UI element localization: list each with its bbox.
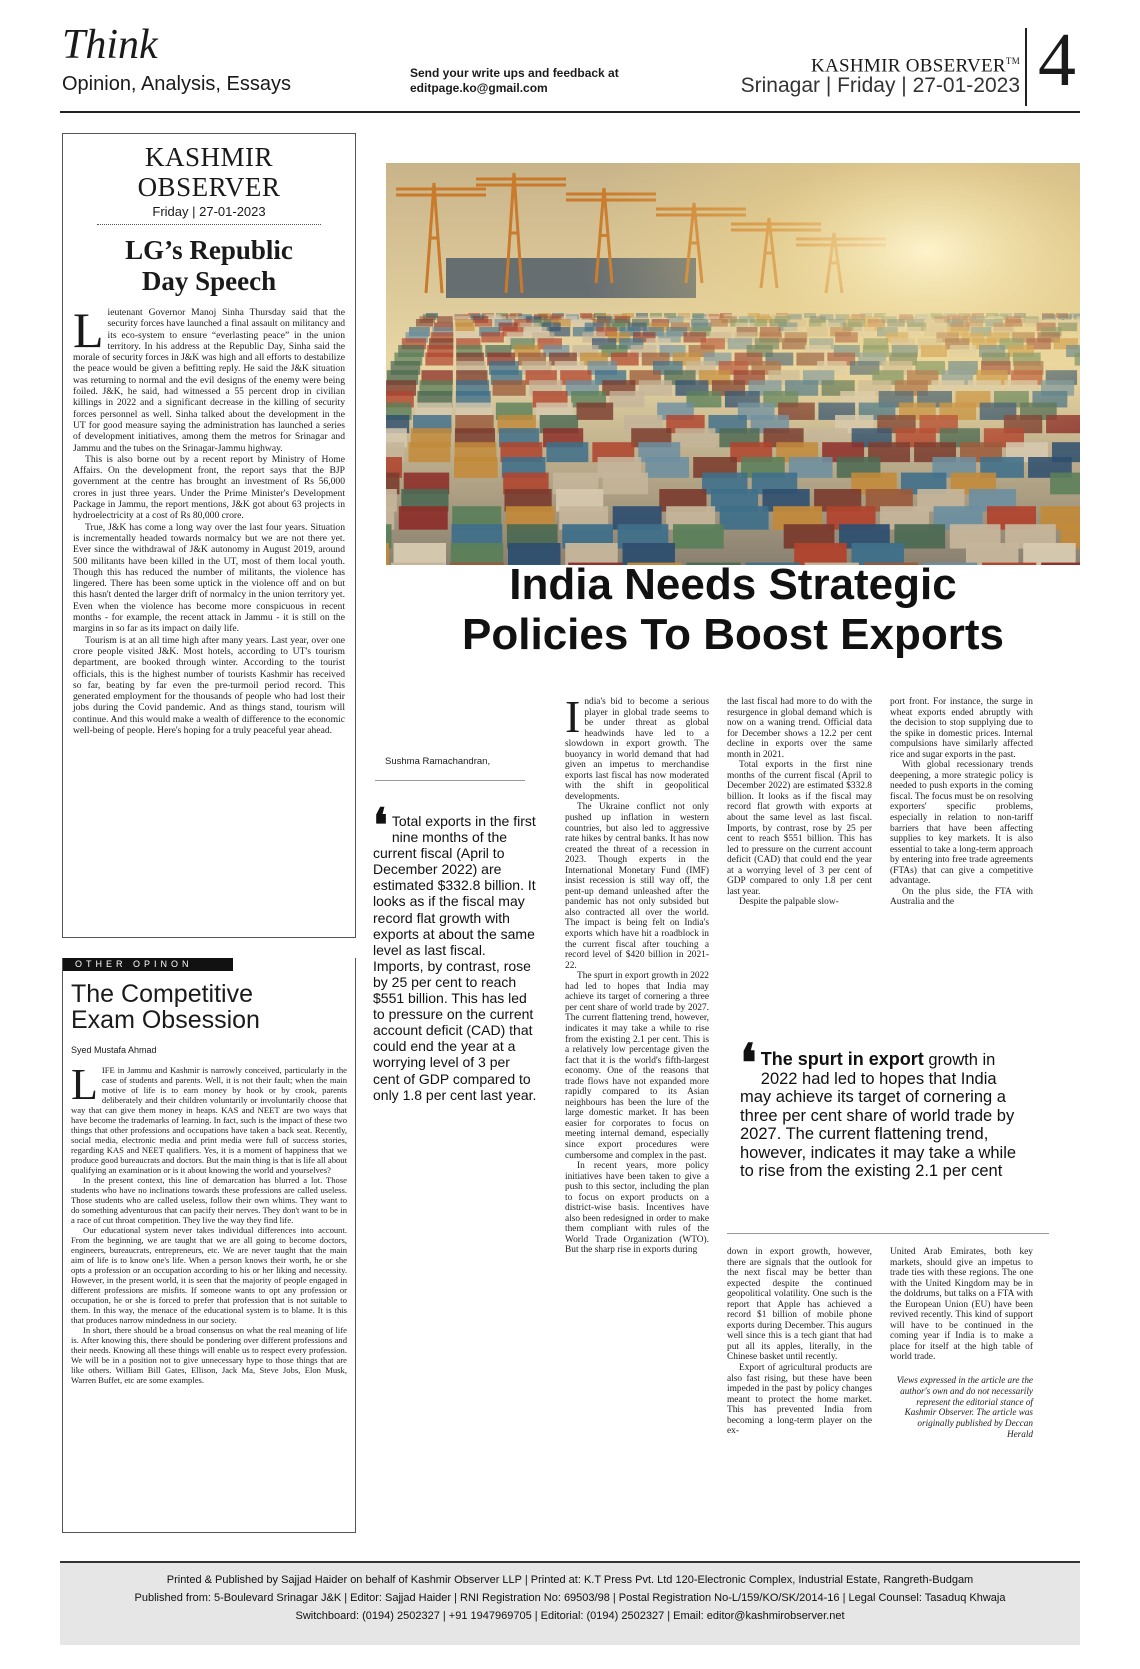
opinion-paragraph [71, 1060, 347, 1175]
editorial-paragraph: True, J&K has come a long way over the last four years. Situation is incrementally headed towards normalcy but we are not there yet. Ever since the withdrawal of J&K autonomy in August 2019, around 500 militants have been killed in the UT, most of them local youth. Though this has reduced the number of militants, the violence has lingered. There has been some uptick in the violence off and on but this hasn't dented the larger drift of normalcy in the union territory yet. Even when the violence has become more conspicuous in recent months - for example, the recent attack in Jammu - it is still on the margins in so far as its impact on daily life. [73, 521, 345, 635]
article-paragraph: With global recessionary trends deepening, a more strategic policy is needed to push exports in the coming fiscal. The focus must be on resolving exporters' specific problems, especially in relation to non-tariff barriers that have been affecting supplies to key markets. It is also essential to take a long-term approach by entering into free trade agreements (FTAs) that can give a competitive advantage. [890, 760, 1033, 887]
paragraph-text: ieutenant Governor Manoj Sinha Thursday said that the security forces have launched a final assault on militancy and its eco-system to ensure “everlasting peace” in the union territory. In his address at the Republic Day, Sinha said the morale of security forces in J&K was high and all efforts to destabilize the peace would be given a befitting reply. He said the J&K situation was returning to normal and the evil designs of the enemy were being foiled. J&K, he said, had witnessed a 55 percent drop in civilian killings in 2022 and a significant decrease in the killing of security forces personnel as well. Sinha talked about the development in the UT for good measure saying the administration has launched a series of development initiatives, among them the metros for Srinagar and Jammu and the tubes on the Srinagar-Jammu highway. [73, 307, 345, 454]
article-paragraph: Total exports in the first nine months of the current fiscal (April to December 2022) are estimated $332.8 billion. It looks as if the fiscal may record flat growth with exports at about the same level as last fiscal. Imports, by contrast, rose by 25 per cent to reach $551 billion. This has led to pressure on the current account deficit (CAD) that could end the year at a worrying level of 3 per cent of GDP compared to only 1.8 per cent last year. [727, 760, 872, 897]
editorial-date-rule [97, 224, 321, 225]
masthead-name: KASHMIR OBSERVER [810, 55, 1006, 77]
section-subtitle: Opinion, Analysis, Essays [62, 73, 291, 95]
feedback-text [410, 66, 619, 96]
article-paragraph: down in export growth, however, there are signals that the outlook for the next fiscal may be better than expected despite the continued geopolitical volatility. One such is the report that Apple has achieved a record $1 billion of mobile phone exports during December. This augurs well since this is a tech giant that had put all its apples, literally, in the Chinese basket until recently. [727, 1247, 872, 1363]
editorial-date: Friday | 27-01-2023 [152, 204, 266, 219]
footer-line-1: Printed & Published by Sajjad Haider on behalf of Kashmir Observer LLP | Printed at: K.T Press Pvt. Ltd 120-Electronic Complex, Industrial Estate, Rangreth-Budgam [166, 1574, 974, 1586]
section-title: Think [62, 22, 158, 68]
page-number: 4 [1038, 18, 1076, 102]
trademark: TM [1005, 56, 1020, 66]
article-paragraph: The Ukraine conflict not only pushed up inflation in western countries, but also led to aggressive rate hikes by central banks. It has now created the threat of a recession in 2023. Though experts in the International Monetary Fund (IMF) insist recession is still way off, the pent-up demand unleashed after the pandemic has not only subsided but also contracted all over the world. The impact is being felt on India's exports which have hit a roadblock in the current fiscal after touching a record level of $420 billion in 2021-22. [565, 802, 709, 971]
pullquote-1 [373, 800, 538, 1103]
editorial-paragraph: This is also borne out by a recent report by Ministry of Home Affairs. On the development front, the report says that the BJP government at the centre has brought an investment of Rs 56,000 crores in just three years. Under the Prime Minister's Development Package in Jammu, the report mentions, J&K got about 63 projects in hydroelectricity at a cost of Rs 80,000 crore. [73, 453, 345, 522]
article-paragraph: United Arab Emirates, both key markets, should give an impetus to trade ties with these regions. The one with the United Kingdom may be in the doldrums, but talks on a FTA with the European Union (EU) have been revived recently. This kind of support will have to be continued in the coming year if India is to make a place for itself at the high table of world trade. [890, 1247, 1033, 1363]
article-column-2-bottom [727, 1247, 872, 1437]
editorial-title: LG’s Republic Day Speech [125, 235, 293, 296]
headline-line: Policies To Boost Exports [462, 610, 1004, 659]
paragraph-text: IFE in Jammu and Kashmir is narrowly conceived, particularly in the case of students and parents. Well, it is not their fault; when the main motive of life is to earn money by hook or by crook, parents deliberately and their children voluntarily or involuntarily choose that way that can give them money in heaps. KAS and NEET are two ways that have become the trademarks of learning. In fact, such is the impact of these two things that other professions and occupations have taken a back seat. Recently, social media, electronic media and print media were full of success stories, regarding KAS and NEET qualifiers. Yes, it is a moment of happiness that we produce good bureaucrats and doctors. But the main thing is that is life all about qualifying an examination or is it about knowing the world and yourselves? [71, 1065, 347, 1175]
dropcap: L [73, 302, 104, 358]
feedback-line: Send your write ups and feedback at [410, 66, 619, 80]
article-paragraph: On the plus side, the FTA with Australia and the [890, 886, 1033, 908]
article-byline: Sushma Ramachandran, [385, 756, 491, 767]
editorial-masthead: KASHMIR OBSERVER [137, 142, 281, 202]
article-column-2-top [727, 697, 872, 908]
footer-bar [60, 1561, 1080, 1645]
other-opinion-kicker: OTHER OPINON [63, 958, 233, 971]
byline-rule [375, 780, 525, 781]
dropcap: I [565, 691, 581, 742]
other-opinion-box [62, 958, 356, 1533]
editorial-paragraph: Tourism is at an all time high after many years. Last year, over one crore people visited J&K. Most hotels, according to UT's tourism department, are booked through winter. According to the tourist officials, this is the highest number of tourists Kashmir has received so far, beating by far even the pre-turmoil period record. This generated employment for the thousands of people who had lost their jobs during the Covid pandemic. And as things stand, tourism will continue. And this would make a wealth of difference to the economic well-being of people. Here's hoping for a truly peaceful year ahead. [73, 634, 345, 736]
editorial-paragraph [73, 302, 345, 454]
title-line: Exam Obsession [71, 1006, 260, 1034]
editorial-box [62, 133, 356, 938]
editorial-body [73, 302, 345, 736]
opinion-paragraph: In the present context, this line of demarcation has blurred a lot. Those students who have no inclinations towards these professions are called useless. Those students who are called useless, follow their own whims. They want to do something adventurous that can pacify their nerves. They don't want to be in a race of cut throat competition. They live the way they find life. [71, 1175, 347, 1225]
article-column-3-top [890, 697, 1033, 908]
opinion-paragraph: In short, there should be a broad consensus on what the real meaning of life is. After knowing this, there should be pondering over different professions and their needs. Knowing all these things will enable us to respect every profession. We will be in a position not to give unnecessary hype to those things that are like others. William Bill Gates, Ellison, Jack Ma, Steve Jobs, Elon Musk, Warren Buffet, etc are some examples. [71, 1325, 347, 1385]
port-photo-illustration [386, 163, 1080, 565]
other-opinion-byline: Syed Mustafa Ahmad [71, 1045, 157, 1055]
article-paragraph: the last fiscal had more to do with the resurgence in global demand which is now on a waning trend. Official data for December shows a 12.2 per cent decline in exports over the same month in 2021. [727, 697, 872, 760]
pullquote-2 [740, 1036, 1020, 1181]
quote-icon: ❛ [373, 800, 388, 851]
article-disclaimer: Views expressed in the article are the author's own and do not necessarily represent the editorial stance of Kashmir Observer. The article was originally published by Deccan Herald [896, 1375, 1033, 1439]
article-paragraph: port front. For instance, the surge in wheat exports ended abruptly with the decision to stop supplying due to the spike in domestic prices. Internal compulsions have similarly affected rice and sugar exports in the past. [890, 697, 1033, 760]
quote-icon: ❛ [740, 1036, 757, 1093]
article-paragraph: The spurt in export growth in 2022 had led to hopes that India may achieve its target of cornering a three per cent share of world trade by 2027. The current flattening trend, however, indicates it may take a while to rise from the existing 2.1 per cent. This is a relatively low percentage given the fact that it is the world's fifth-largest economy. One of the reasons that trade flows have not expanded more rapidly compared to its Asian neighbours has been the lure of the large domestic market. It has been easier for corporates to focus on meeting internal demand, especially since export procedures were cumbersome and complex in the past. [565, 971, 709, 1161]
footer-line-3: Switchboard: (0194) 2502327 | +91 1947969705 | Editorial: (0194) 2502327 | Email: editor@kashmirobserver.net [295, 1610, 845, 1622]
main-headline [386, 560, 1080, 660]
article-paragraph: Despite the palpable slow- [739, 897, 839, 908]
opinion-paragraph: Our educational system never takes individual differences into account. From the beginning, we are taught that we are all going to become doctors, engineers, bureaucrats, entrepreneurs, etc. We are never taught that the main aim of life is to know one's life. When a person knows their worth, he or she opts a profession or an occupation according to his or her liking and necessity. However, in the present world, it is seen that the majority of people engaged in different professions are misfits. If someone wants to opt any profession or occupation, he or she is forced to prefer that profession that is not suitable to them. In this way, the menace of the educational system is to blame. It is this that produces narrow mindedness in our society. [71, 1225, 347, 1325]
footer-line-2: Published from: 5-Boulevard Srinagar J&K | Editor: Sajjad Haider | RNI Registration No: 69503/98 | Postal Registration No-L/159/KO/SK/2014-16 | Legal Counsel: Tasaduq Khwaja [134, 1592, 1006, 1604]
feedback-email[interactable]: editpage.ko@gmail.com [410, 81, 548, 95]
article-column-3-bottom [890, 1247, 1033, 1440]
article-column-1 [565, 691, 709, 1256]
header-rule [60, 111, 1080, 113]
pullquote-rule [727, 1233, 1049, 1234]
dateline: Srinagar | Friday | 27-01-2023 [740, 74, 1020, 97]
header-divider [1025, 28, 1027, 106]
headline-line: India Needs Strategic [509, 560, 957, 609]
port-photo [386, 163, 1080, 565]
article-paragraph: Export of agricultural products are also fast rising, but these have been impeded in the past by policy changes meant to protect the home market. This has prevented India from becoming a long-term player on the ex- [727, 1363, 872, 1437]
pullquote-text: growth in 2022 had led to hopes that India may achieve its target of cornering a three per cent share of world trade by 2027. The current flattening trend, however, indicates it may take a while to rise from the existing 2.1 per cent [740, 1051, 1017, 1180]
pullquote-text: Total exports in the first nine months of the current fiscal (April to December 2022) are estimated $332.8 billion. It looks as if the fiscal may record flat growth with exports at about the same level as last fiscal. Imports, by contrast, rose by 25 per cent to reach $551 billion. This has led to pressure on the current account deficit (CAD) that could end the year at a worrying level of 3 per cent of GDP compared to only 1.8 per cent last year. [373, 813, 537, 1103]
article-paragraph: In recent years, more policy initiatives have been taken to give a push to this sector, including the plan to focus on export products on a district-wise basis. Incentives have also been redesigned in order to make them compliant with rules of the World Trade Organization (WTO). But the sharp rise in exports during [565, 1161, 709, 1256]
other-opinion-title [71, 981, 347, 1033]
dropcap: L [71, 1060, 98, 1109]
paragraph-text: ndia's bid to become a serious player in global trade seems to be under threat as global headwinds have led to a slowdown in export growth. The buoyancy in world demand that had given an impetus to merchandise exports last fiscal has now moderated with the shift in geopolitical developments. [565, 697, 709, 802]
article-paragraph [565, 691, 709, 802]
title-line: The Competitive [71, 980, 254, 1008]
other-opinion-body [71, 1060, 347, 1385]
pullquote-bold: The spurt in export [760, 1049, 924, 1069]
